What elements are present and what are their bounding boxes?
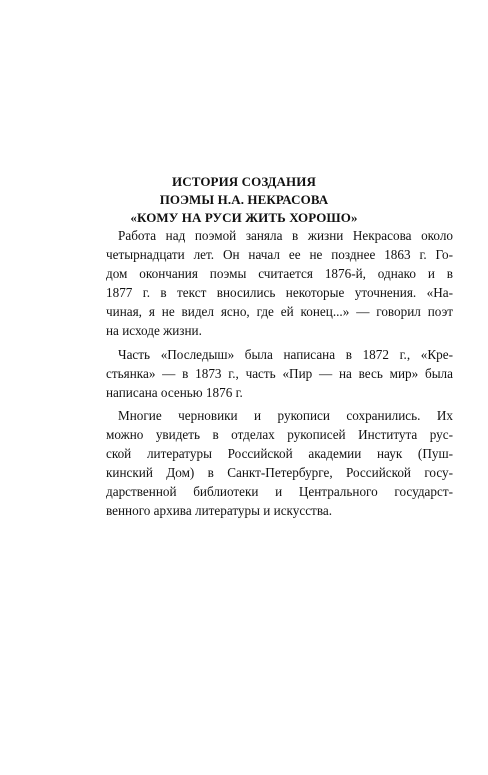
text-line: Работа над поэмой заняла в жизни Некрасова около [118, 228, 453, 243]
text-line: чиная, я не видел ясно, где ей конец...» — говорил поэт [106, 304, 453, 320]
text-line: четырнадцати лет. Он начал ее не позднее 1863 г. Го- [106, 247, 453, 263]
heading-line-1: ИСТОРИЯ СОЗДАНИЯ [172, 174, 316, 189]
paragraph-3 [106, 406, 453, 521]
text-line: 1877 г. в текст вносились некоторые уточнения. «На- [106, 285, 453, 301]
heading-line-3: «КОМУ НА РУСИ ЖИТЬ ХОРОШО» [130, 210, 358, 225]
body-text [106, 226, 453, 524]
paragraph-2 [106, 345, 453, 402]
heading-line-2: ПОЭМЫ Н.А. НЕКРАСОВА [159, 192, 329, 207]
text-line: кинский Дом) в Санкт-Петербурге, Российской госу- [106, 465, 453, 481]
text-line: написана осенью 1876 г. [106, 384, 243, 400]
text-line: ской литературы Российской академии наук (Пуш- [106, 446, 453, 462]
chapter-heading [0, 173, 488, 227]
text-line: на исходе жизни. [106, 323, 202, 339]
text-line: стьянка» — в 1873 г., часть «Пир — на весь мир» была [106, 365, 453, 381]
text-line: можно увидеть в отделах рукописей Института рус- [106, 426, 453, 442]
paragraph-1 [106, 226, 453, 341]
text-line: дом окончания поэмы считается 1876-й, однако и в [106, 266, 453, 282]
text-line: венного архива литературы и искусства. [106, 503, 333, 519]
text-line: дарственной библиотеки и Центрального государст- [106, 484, 453, 500]
text-line: Многие черновики и рукописи сохранились. Их [118, 407, 453, 423]
text-line: Часть «Последыш» была написана в 1872 г., «Кре- [118, 346, 453, 362]
